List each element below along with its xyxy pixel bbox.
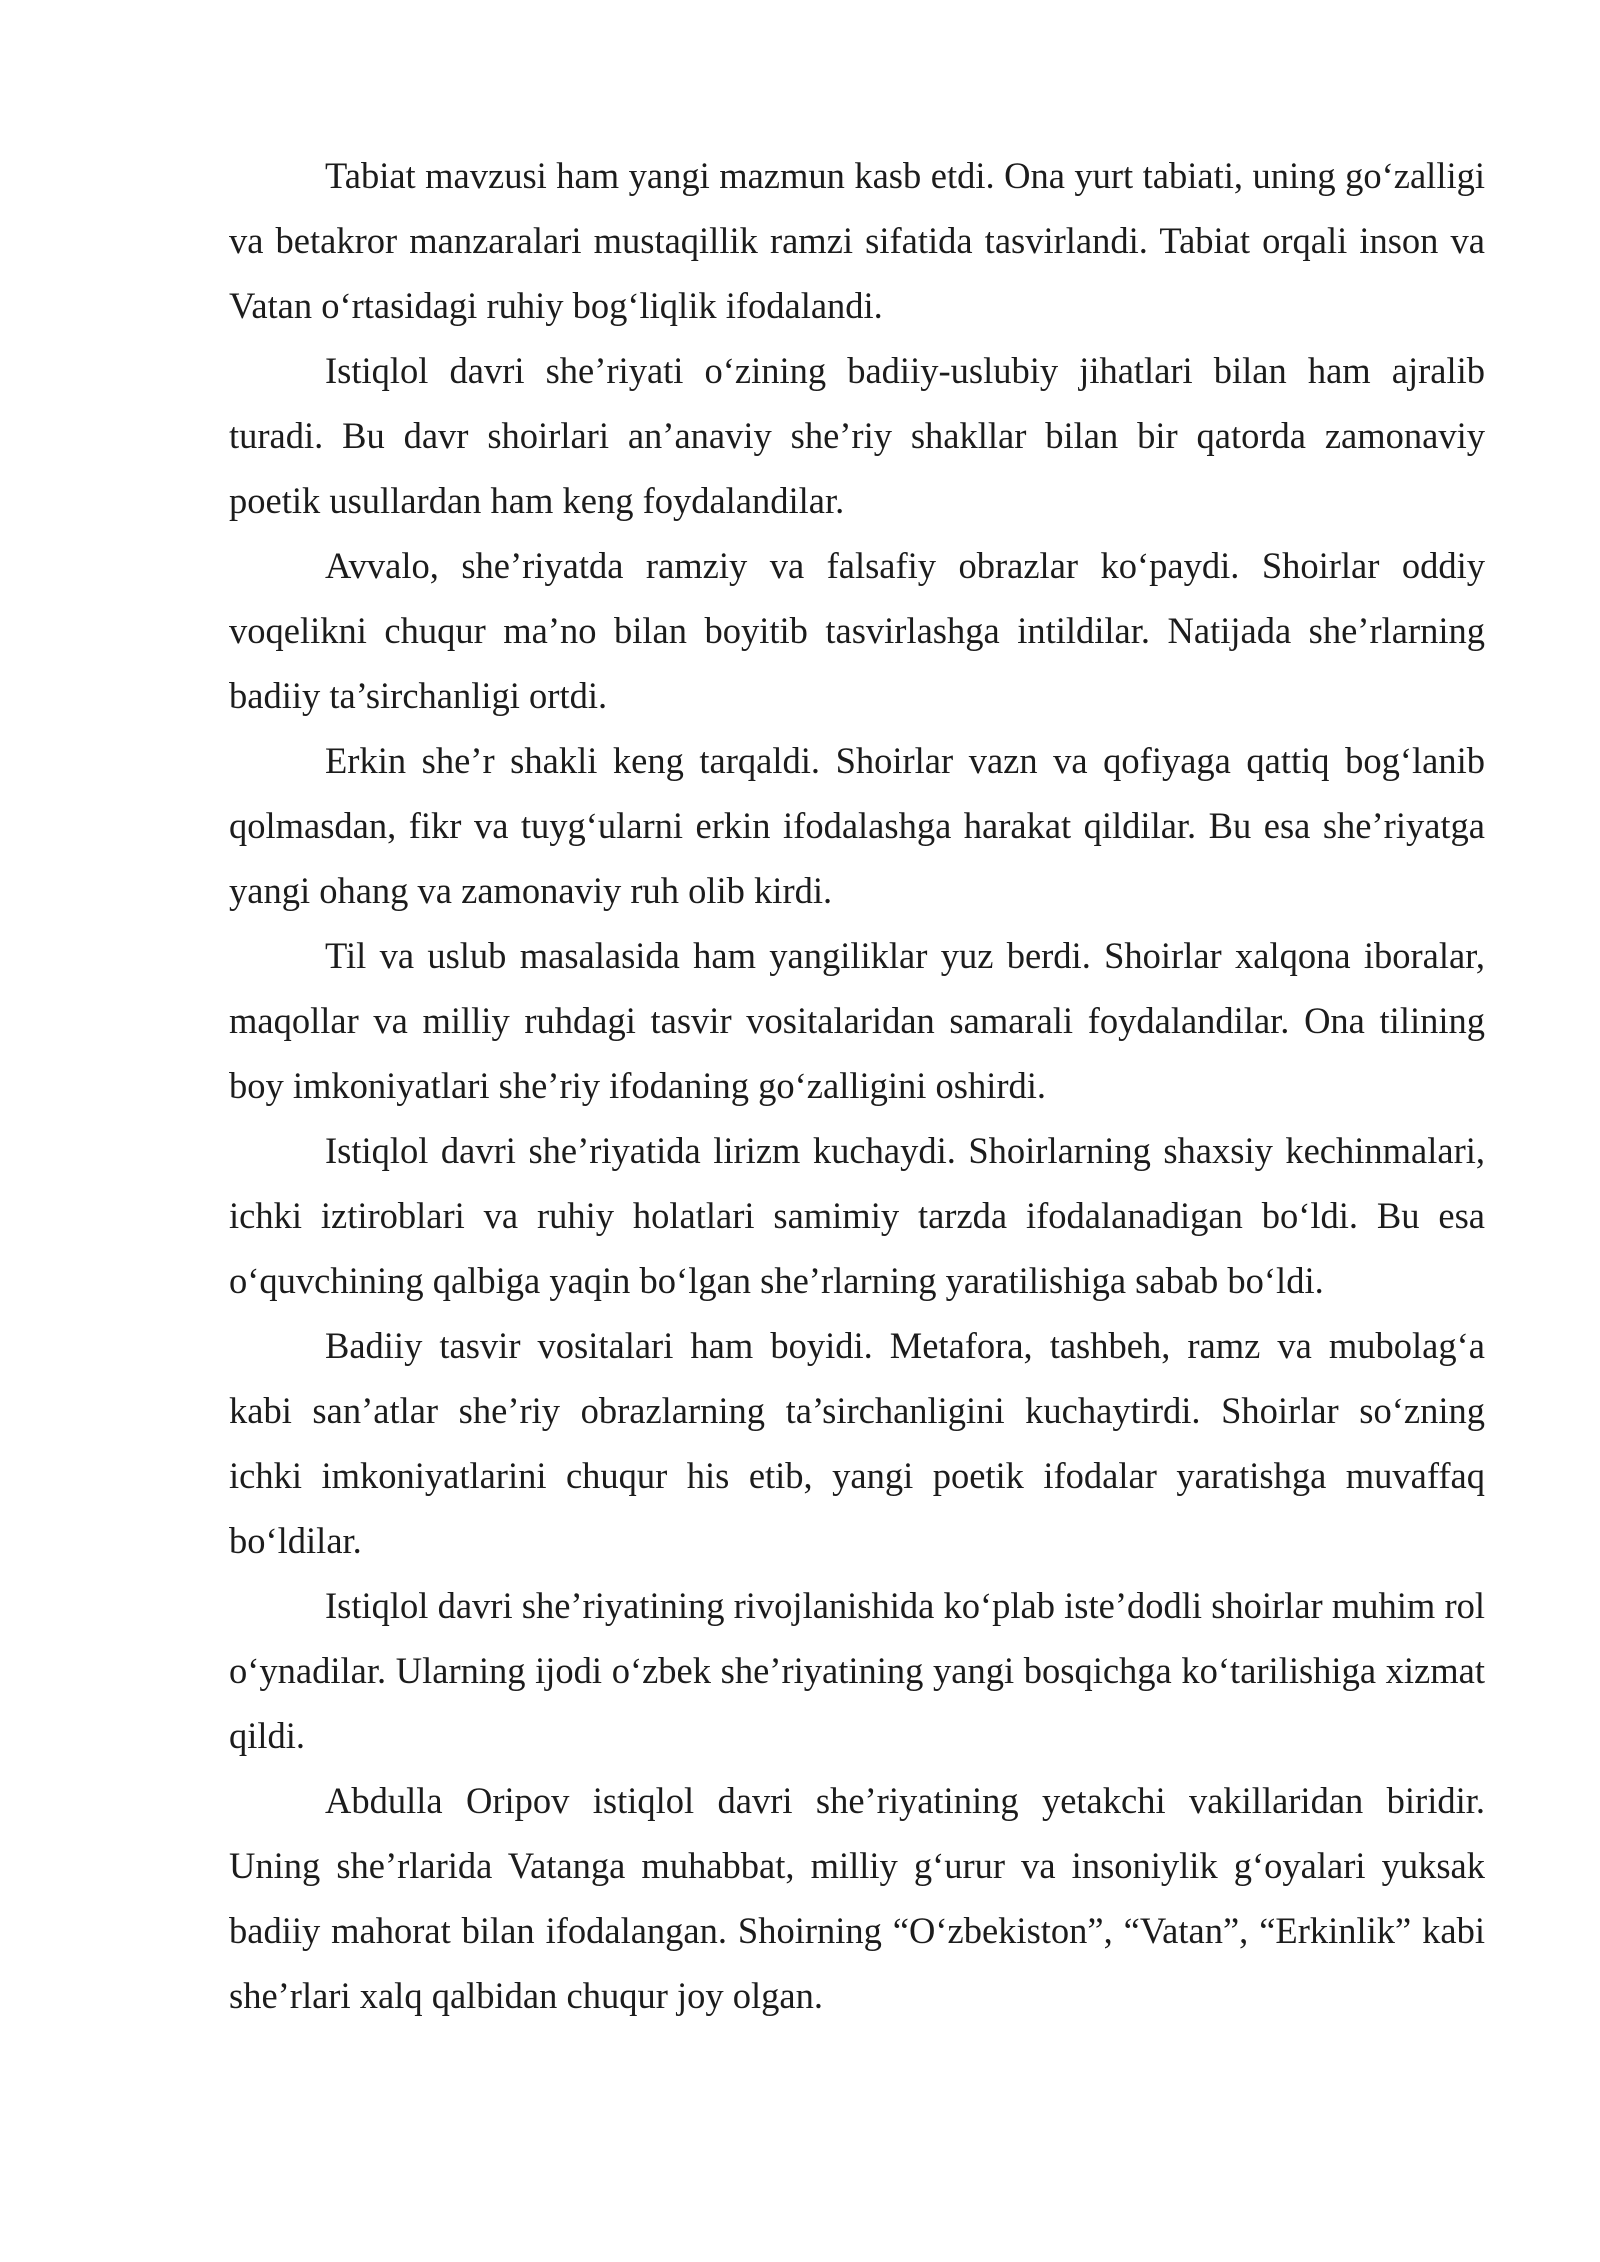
paragraph-5: Til va uslub masalasida ham yangiliklar yuz berdi. Shoirlar xalqona iboralar, maqollar va milliy ruhdagi tasvir vositalaridan samarali foydalandilar. Ona tilining boy imkoniyatlari she’riy ifodaning go‘zalligini oshirdi. xyxy=(229,935,1485,1106)
document-body xyxy=(229,143,1485,2028)
paragraph-9: Abdulla Oripov istiqlol davri she’riyatining yetakchi vakillaridan biridir. Uning she’rlarida Vatanga muhabbat, milliy g‘urur va insoniylik g‘oyalari yuksak badiiy mahorat bilan ifodalangan. Shoirning “O‘zbekiston”, “Vatan”, “Erkinlik” kabi she’rlari xalq qalbidan chuqur joy olgan. xyxy=(229,1780,1485,2016)
paragraph-1: Tabiat mavzusi ham yangi mazmun kasb etdi. Ona yurt tabiati, uning go‘zalligi va betakror manzaralari mustaqillik ramzi sifatida tasvirlandi. Tabiat orqali inson va Vatan o‘rtasidagi ruhiy bog‘liqlik ifodalandi. xyxy=(229,155,1485,326)
paragraph-3: Avvalo, she’riyatda ramziy va falsafiy obrazlar ko‘paydi. Shoirlar oddiy voqelikni chuqur ma’no bilan boyitib tasvirlashga intildilar. Natijada she’rlarning badiiy ta’sirchanligi ortdi. xyxy=(229,545,1485,716)
paragraph-8: Istiqlol davri she’riyatining rivojlanishida ko‘plab iste’dodli shoirlar muhim rol o‘ynadilar. Ularning ijodi o‘zbek she’riyatining yangi bosqichga ko‘tarilishiga xizmat qildi. xyxy=(229,1585,1485,1756)
paragraph-7: Badiiy tasvir vositalari ham boyidi. Metafora, tashbeh, ramz va mubolag‘a kabi san’atlar she’riy obrazlarning ta’sirchanligini kuchaytirdi. Shoirlar so‘zning ichki imkoniyatlarini chuqur his etib, yangi poetik ifodalar yaratishga muvaffaq bo‘ldilar. xyxy=(229,1325,1485,1561)
paragraph-4: Erkin she’r shakli keng tarqaldi. Shoirlar vazn va qofiyaga qattiq bog‘lanib qolmasdan, fikr va tuyg‘ularni erkin ifodalashga harakat qildilar. Bu esa she’riyatga yangi ohang va zamonaviy ruh olib kirdi. xyxy=(229,740,1485,911)
paragraph-2: Istiqlol davri she’riyati o‘zining badiiy-uslubiy jihatlari bilan ham ajralib turadi. Bu davr shoirlari an’anaviy she’riy shakllar bilan bir qatorda zamonaviy poetik usullardan ham keng foydalandilar. xyxy=(229,350,1485,521)
paragraph-6: Istiqlol davri she’riyatida lirizm kuchaydi. Shoirlarning shaxsiy kechinmalari, ichki iztiroblari va ruhiy holatlari samimiy tarzda ifodalanadigan bo‘ldi. Bu esa o‘quvchining qalbiga yaqin bo‘lgan she’rlarning yaratilishiga sabab bo‘ldi. xyxy=(229,1130,1485,1301)
